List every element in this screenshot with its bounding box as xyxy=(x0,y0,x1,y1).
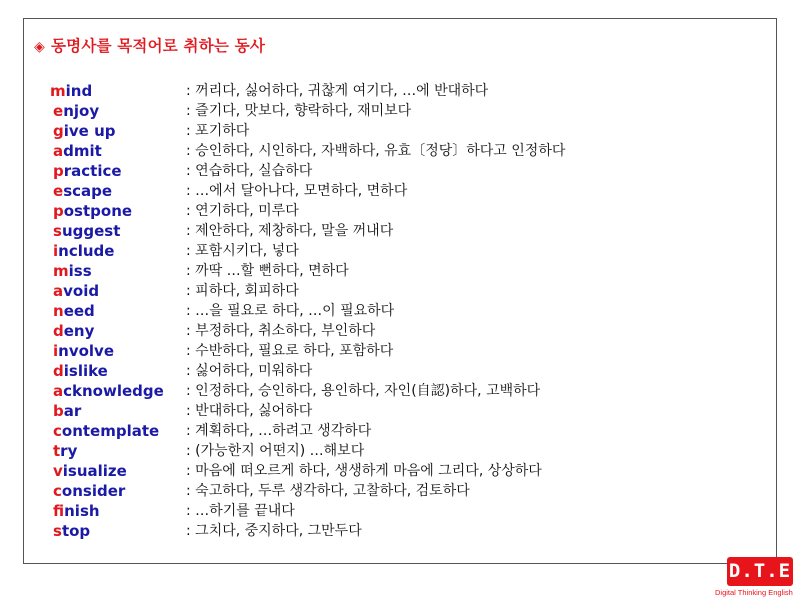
verb-rest: nvolve xyxy=(58,342,115,360)
verb-initial: d xyxy=(53,362,64,380)
verb-word xyxy=(53,101,99,121)
verb-rest: eny xyxy=(63,322,95,340)
verb-row xyxy=(0,121,800,141)
verb-word xyxy=(53,141,102,161)
verb-rest: ontemplate xyxy=(61,422,160,440)
verb-word xyxy=(53,481,125,501)
verb-word xyxy=(53,421,159,441)
verb-row xyxy=(0,201,800,221)
verb-meaning: : 그치다, 중지하다, 그만두다 xyxy=(186,523,362,539)
verb-initial: e xyxy=(53,102,64,120)
verb-meaning: : …하기를 끝내다 xyxy=(186,503,295,519)
verb-rest: inish xyxy=(64,502,100,520)
verb-initial: n xyxy=(53,302,64,320)
verb-initial: m xyxy=(53,262,69,280)
verb-meaning: : 연습하다, 실습하다 xyxy=(186,163,313,179)
verb-initial: c xyxy=(53,422,62,440)
verb-rest: onsider xyxy=(61,482,126,500)
verb-word xyxy=(53,501,100,521)
verb-initial: v xyxy=(53,462,63,480)
verb-word xyxy=(53,321,94,341)
verb-rest: scape xyxy=(63,182,113,200)
page-title xyxy=(34,34,265,56)
verb-rest: islike xyxy=(63,362,108,380)
verb-meaning: : 승인하다, 시인하다, 자백하다, 유효〔정당〕하다고 인정하다 xyxy=(186,143,566,159)
verb-meaning: : 즐기다, 맛보다, 향락하다, 재미보다 xyxy=(186,103,412,119)
verb-meaning: : 포함시키다, 넣다 xyxy=(186,243,299,259)
verb-rest: iss xyxy=(68,262,92,280)
verb-meaning: : …에서 달아나다, 모면하다, 면하다 xyxy=(186,183,408,199)
verb-meaning: : 싫어하다, 미워하다 xyxy=(186,363,313,379)
verb-meaning: : 숙고하다, 두루 생각하다, 고찰하다, 검토하다 xyxy=(186,483,470,499)
verb-row xyxy=(0,521,800,541)
verb-rest: ar xyxy=(63,402,82,420)
verb-meaning: : 꺼리다, 싫어하다, 귀찮게 여기다, …에 반대하다 xyxy=(186,83,489,99)
verb-row xyxy=(0,361,800,381)
verb-rest: ractice xyxy=(63,162,122,180)
verb-row xyxy=(0,161,800,181)
verb-word xyxy=(53,301,95,321)
verb-meaning: : 피하다, 회피하다 xyxy=(186,283,299,299)
verb-word xyxy=(53,521,90,541)
verb-row xyxy=(0,321,800,341)
diamond-icon: ◈ xyxy=(34,39,45,55)
verb-rest: ive up xyxy=(63,122,116,140)
verb-meaning: : 계획하다, …하려고 생각하다 xyxy=(186,423,372,439)
verb-meaning: : 인정하다, 승인하다, 용인하다, 자인(自認)하다, 고백하다 xyxy=(186,383,541,399)
verb-row xyxy=(0,181,800,201)
verb-row xyxy=(0,101,800,121)
verb-meaning: : 반대하다, 싫어하다 xyxy=(186,403,313,419)
verb-row xyxy=(0,261,800,281)
verb-rest: dmit xyxy=(63,142,102,160)
verb-row xyxy=(0,141,800,161)
verb-row xyxy=(0,301,800,321)
verb-meaning: : …을 필요로 하다, …이 필요하다 xyxy=(186,303,395,319)
verb-initial: f xyxy=(53,502,65,520)
verb-rest: ostpone xyxy=(63,202,133,220)
page-title-text: 동명사를 목적어로 취하는 동사 xyxy=(50,37,266,55)
verb-rest: eed xyxy=(63,302,95,320)
verb-rest: ind xyxy=(65,82,93,100)
verb-rest: isualize xyxy=(62,462,127,480)
verb-initial: s xyxy=(53,522,62,540)
verb-row xyxy=(0,441,800,461)
verb-row xyxy=(0,221,800,241)
verb-initial: a xyxy=(53,382,64,400)
verb-word xyxy=(53,121,115,141)
verb-list xyxy=(0,81,800,541)
verb-initial: s xyxy=(53,222,62,240)
verb-initial: d xyxy=(53,322,64,340)
verb-initial: b xyxy=(53,402,64,420)
verb-word xyxy=(53,281,99,301)
verb-meaning: : 수반하다, 필요로 하다, 포함하다 xyxy=(186,343,394,359)
verb-word xyxy=(53,241,114,261)
verb-row xyxy=(0,241,800,261)
verb-initial: m xyxy=(50,82,66,100)
verb-word xyxy=(53,161,122,181)
logo-subtitle: Digital Thinking English xyxy=(715,588,793,597)
verb-initial: i xyxy=(53,242,59,260)
verb-initial: t xyxy=(53,442,61,460)
dte-logo: D.T.E xyxy=(727,557,793,586)
verb-word xyxy=(53,381,164,401)
verb-row xyxy=(0,401,800,421)
verb-initial: i xyxy=(53,342,59,360)
verb-row xyxy=(0,341,800,361)
verb-rest: cknowledge xyxy=(63,382,164,400)
verb-row xyxy=(0,281,800,301)
verb-rest: void xyxy=(63,282,100,300)
verb-meaning: : 포기하다 xyxy=(186,123,250,139)
verb-word xyxy=(53,461,127,481)
verb-meaning: : 제안하다, 제창하다, 말을 꺼내다 xyxy=(186,223,394,239)
verb-meaning: : 마음에 떠오르게 하다, 생생하게 마음에 그리다, 상상하다 xyxy=(186,463,542,479)
verb-word xyxy=(53,441,77,461)
verb-row xyxy=(0,421,800,441)
verb-initial: a xyxy=(53,282,64,300)
verb-word xyxy=(53,341,114,361)
verb-rest: uggest xyxy=(61,222,121,240)
verb-word xyxy=(53,181,112,201)
verb-meaning: : 까딱 …할 뻔하다, 면하다 xyxy=(186,263,349,279)
verb-row xyxy=(0,481,800,501)
verb-rest: top xyxy=(61,522,91,540)
verb-initial: g xyxy=(53,122,64,140)
verb-word xyxy=(53,401,81,421)
verb-meaning: : 부정하다, 취소하다, 부인하다 xyxy=(186,323,376,339)
verb-row xyxy=(0,81,800,101)
verb-meaning: : (가능한지 어떤지) …해보다 xyxy=(186,443,365,459)
verb-word xyxy=(53,221,120,241)
verb-initial: p xyxy=(53,202,64,220)
verb-rest: njoy xyxy=(63,102,100,120)
verb-word xyxy=(53,201,132,221)
verb-initial: p xyxy=(53,162,64,180)
verb-word xyxy=(50,81,92,101)
verb-initial: e xyxy=(53,182,64,200)
verb-row xyxy=(0,461,800,481)
verb-initial: c xyxy=(53,482,62,500)
verb-meaning: : 연기하다, 미루다 xyxy=(186,203,299,219)
verb-initial: a xyxy=(53,142,64,160)
verb-row xyxy=(0,381,800,401)
verb-word xyxy=(53,361,108,381)
verb-rest: nclude xyxy=(58,242,115,260)
verb-row xyxy=(0,501,800,521)
verb-rest: ry xyxy=(60,442,78,460)
verb-word xyxy=(53,261,92,281)
